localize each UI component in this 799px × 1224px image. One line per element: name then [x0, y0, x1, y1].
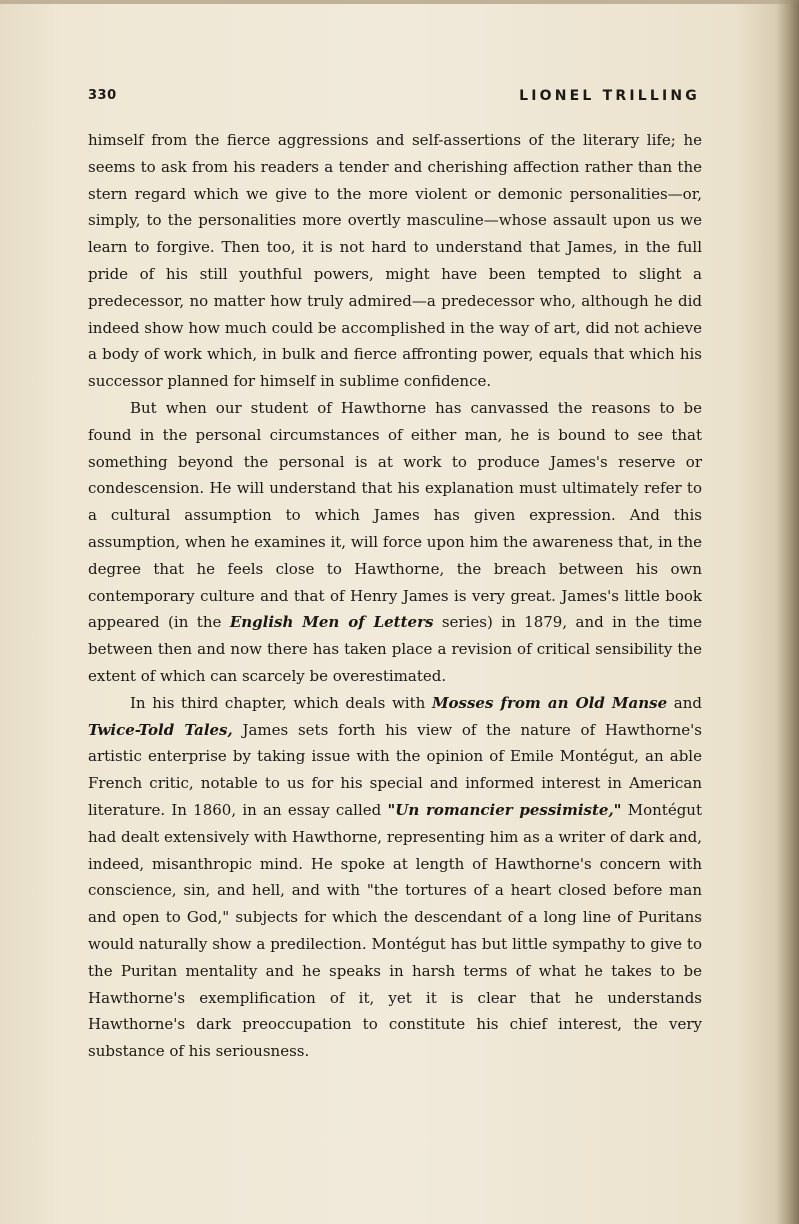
paragraph-2 [88, 395, 702, 690]
paragraph-3-text-a: In his third chapter, which deals with [130, 693, 432, 712]
paragraph-3-text-d: Montégut had dealt extensively with Hawthorne, representing him as a writer of dark and, indeed, misanthropic mind. He spoke at length of Hawthorne's concern with conscience, sin, and hell, and with "the tortures of a heart closed before man and open to God," subjects for which the descendant of a long line of Puritans would naturally show a predilection. Montégut has but little sympathy to give to the Puritan mentality and he speaks in harsh terms of what he takes to be Hawthorne's exemplification of it, yet it is clear that he understands Hawthorne's dark preoccupation to constitute his chief interest, the very substance of his seriousness. [88, 800, 702, 1061]
book-spine-shadow [777, 0, 799, 1224]
paragraph-3 [88, 690, 702, 1065]
paragraph-2-text-a: But when our student of Hawthorne has canvassed the reasons to be found in the personal circumstances of either man, he is bound to see that something beyond the personal is at work to produce James's reserve or condescension. He will understand that his explanation must ultimately refer to a cultural assumption to which James has given expression. And this assumption, when he examines it, will force upon him the awareness that, in the degree that he feels close to Hawthorne, the breach between his own contemporary culture and that of Henry James is very great. James's little book appeared (in the [88, 398, 702, 632]
running-title: LIONEL TRILLING [519, 88, 700, 104]
body-text [88, 127, 702, 1065]
paragraph-1: himself from the fierce aggressions and self-assertions of the literary life; he seems to ask from his readers a tender and cherishing affection rather than the stern regard which we give to the more violent or demonic personalities—or, simply, to the personalities more overtly masculine—whose assault upon us we learn to forgive. Then too, it is not hard to understand that James, in the full pride of his still youthful powers, might have been tempted to slight a predecessor, no matter how truly admired—a predecessor who, although he did indeed show how much could be accomplished in the way of art, did not achieve a body of work which, in bulk and fierce affronting power, equals that which his successor planned for himself in sublime confidence. [88, 131, 702, 391]
series-title: English Men of Letters [229, 613, 434, 632]
book-title-mosses: Mosses from an Old Manse [431, 693, 668, 712]
paragraph-3-text-c: James sets forth his view of the nature of Hawthorne's artistic enterprise by taking issue with the opinion of Emile Montégut, an able French critic, notable to us for his special and informed interest in American literature. In 1860, in an essay called [88, 720, 702, 819]
essay-title: "Un romancier pessimiste," [387, 800, 622, 819]
paragraph-3-text-b: and [667, 693, 703, 712]
running-head [88, 88, 700, 112]
page-number: 330 [88, 88, 117, 103]
page-top-edge [0, 0, 799, 4]
paragraph-2-text-b: series) in 1879, and in the time between then and now there has taken place a revision of critical sensibility the extent of which can scarcely be overestimated. [88, 613, 703, 685]
book-title-twice-told: Twice-Told Tales, [88, 720, 233, 739]
